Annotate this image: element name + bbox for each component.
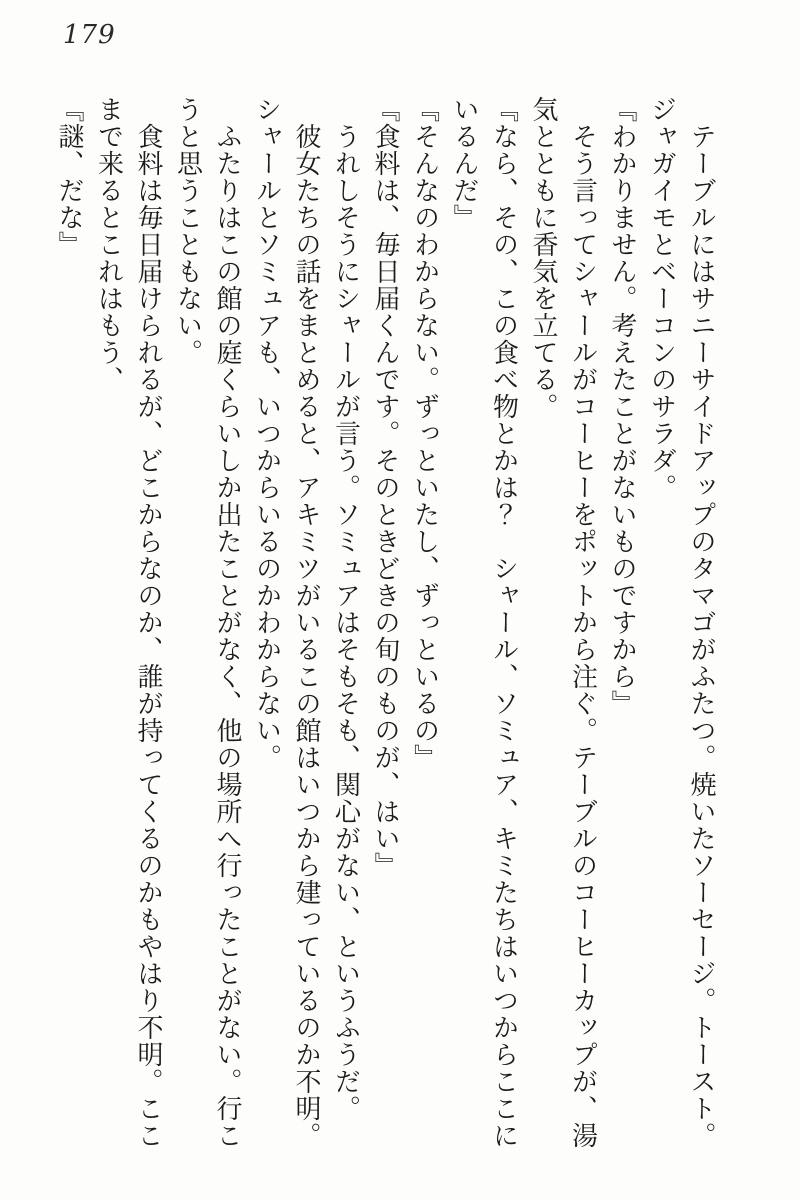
paragraph-dialogue: 『そんなのわからない。ずっといたし、ずっといるの』: [409, 96, 440, 771]
paragraph: 食料は毎日届けられるが、どこからなのか、誰が持ってくるのかもやはり不明。ここまで来るとこれはもう、: [93, 96, 163, 1149]
paragraph-dialogue: 『なら、その、この食べ物とかは？ シャール、ソミュア、キミたちはいつからここにいるんだ』: [449, 96, 519, 1149]
paragraph: 彼女たちの話をまとめると、アキミツがいるこの館はいつから建っているのか不明。シャールとソミュアも、いつからいるのかわからない。: [251, 96, 321, 1149]
paragraph-dialogue: 『謎、だな』: [54, 96, 84, 258]
paragraph: そう言ってシャールがコーヒーをポットから注ぐ。テーブルのコーヒーカップが、湯気とともに香気を立てる。: [528, 96, 598, 1149]
page-number: 179: [63, 20, 116, 50]
paragraph: テーブルにはサニーサイドアップのタマゴがふたつ。焼いたソーセージ。トースト。ジャガイモとベーコンのサラダ。: [646, 96, 716, 1149]
page-text-block: [49, 96, 721, 1152]
paragraph: ふたりはこの館の庭くらいしか出たことがなく、他の場所へ行ったことがない。行こうと思うこともない。: [172, 96, 242, 1149]
paragraph: うれしそうにシャールが言う。ソミュアはそもそも、関心がない、というふうだ。: [330, 123, 361, 1122]
paragraph-dialogue: 『食料は、毎日届くんです。そのときどきの旬のものが、はい』: [370, 96, 400, 879]
paragraph-dialogue: 『わかりません。考えたことがないものですから』: [607, 96, 637, 717]
